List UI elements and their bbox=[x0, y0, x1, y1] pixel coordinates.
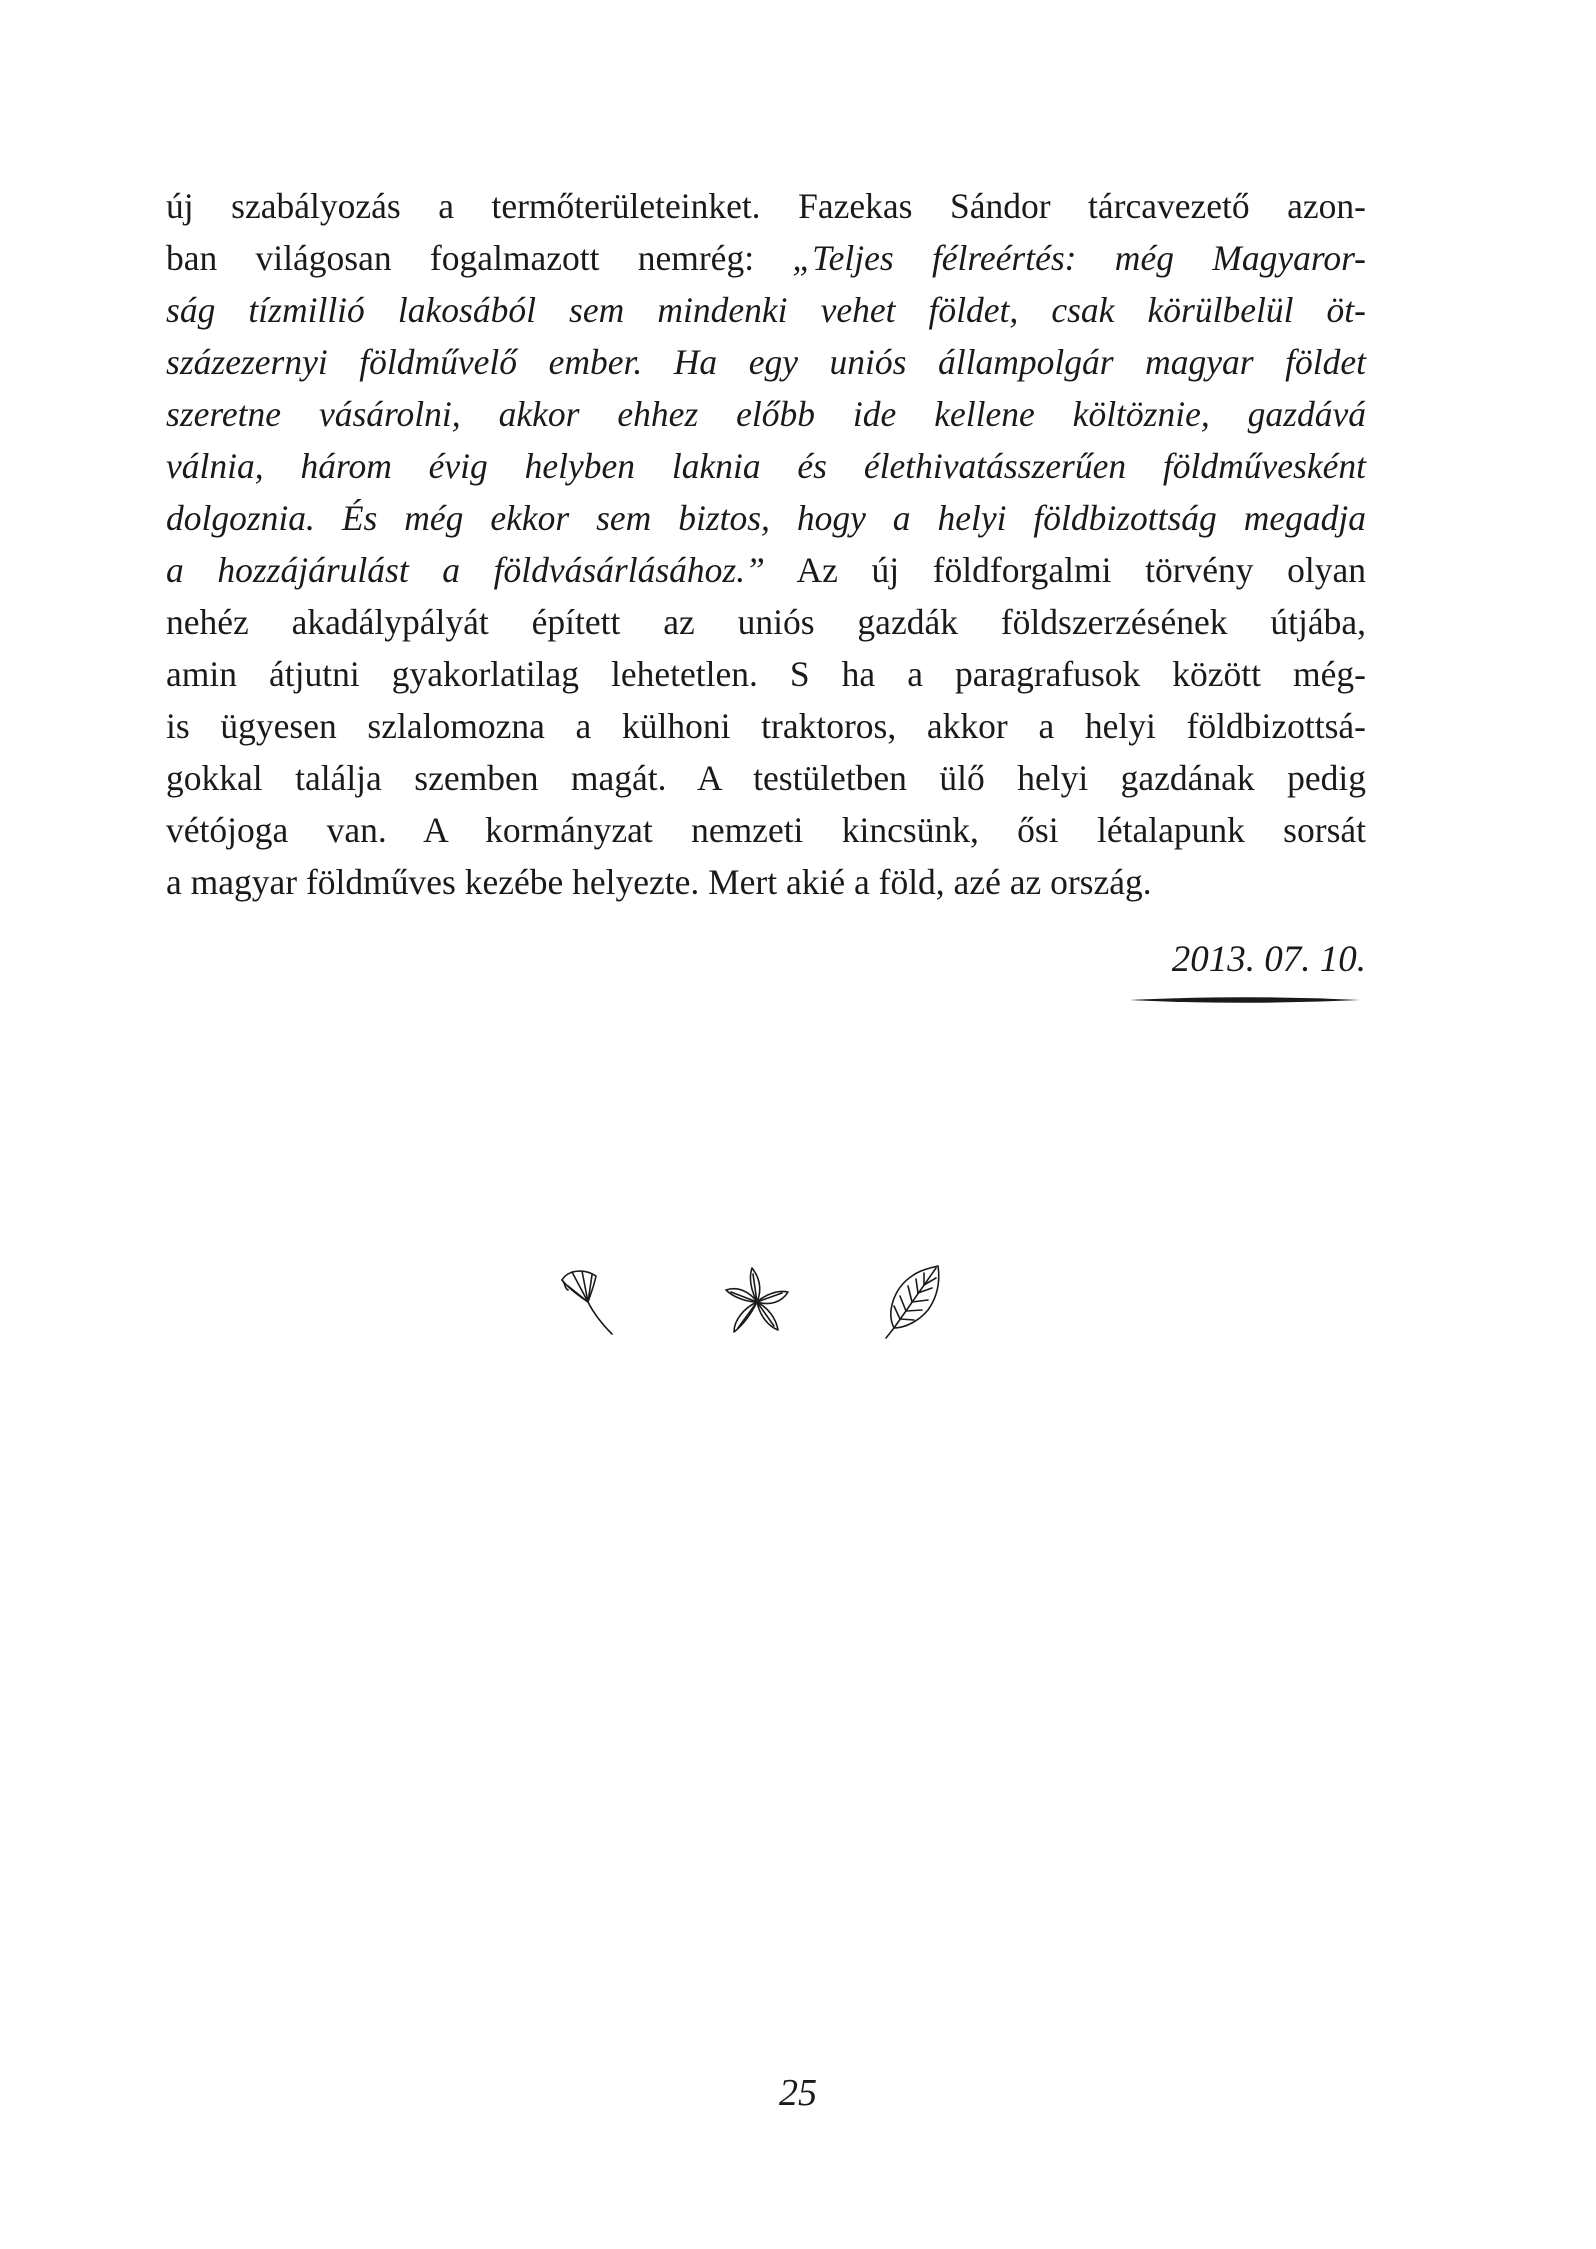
paragraph-line bbox=[166, 544, 1366, 596]
paragraph-line bbox=[166, 752, 1366, 804]
body-paragraph bbox=[166, 180, 1366, 908]
ginkgo-leaf-icon bbox=[554, 1262, 624, 1342]
star-flower-icon bbox=[722, 1262, 792, 1342]
body-text: gokkal találja szemben magát. A testületben ülő helyi gazdának pedig bbox=[166, 758, 1366, 798]
date-underline-rule bbox=[1130, 996, 1360, 1004]
paragraph-line bbox=[166, 180, 1366, 232]
paragraph-line bbox=[166, 856, 1366, 908]
body-text: nehéz akadálypályát épített az uniós gazdák földszerzésének útjába, bbox=[166, 602, 1366, 642]
paragraph-line bbox=[166, 284, 1366, 336]
body-text: ban világosan fogalmazott nemrég: bbox=[166, 238, 793, 278]
paragraph-line bbox=[166, 492, 1366, 544]
body-text: amin átjutni gyakorlatilag lehetetlen. S ha a paragrafusok között még- bbox=[166, 654, 1366, 694]
quoted-text: a hozzájárulást a földvásárlásához.” bbox=[166, 550, 765, 590]
quoted-text: szeretne vásárolni, akkor ehhez előbb ide kellene költöznie, gazdává bbox=[166, 394, 1366, 434]
article-date: 2013. 07. 10. bbox=[1171, 939, 1366, 980]
paragraph-line bbox=[166, 804, 1366, 856]
paragraph-line bbox=[166, 648, 1366, 700]
paragraph-line bbox=[166, 388, 1366, 440]
birch-leaf-icon bbox=[880, 1262, 950, 1342]
quoted-text: válnia, három évig helyben laknia és élethivatásszerűen földművesként bbox=[166, 446, 1366, 486]
quoted-text: ság tízmillió lakosából sem mindenki vehet földet, csak körülbelül öt- bbox=[166, 290, 1366, 330]
body-text: vétójoga van. A kormányzat nemzeti kincsünk, ősi létalapunk sorsát bbox=[166, 810, 1366, 850]
paragraph-line bbox=[166, 336, 1366, 388]
ornament-row bbox=[0, 1262, 1596, 1342]
paragraph-line bbox=[166, 596, 1366, 648]
paragraph-line bbox=[166, 440, 1366, 492]
paragraph-line bbox=[166, 232, 1366, 284]
quoted-text: százezernyi földművelő ember. Ha egy uniós állampolgár magyar földet bbox=[166, 342, 1366, 382]
body-text: Az új földforgalmi törvény olyan bbox=[764, 550, 1366, 590]
body-text: a magyar földműves kezébe helyezte. Mert akié a föld, azé az ország. bbox=[166, 862, 1152, 902]
page-number: 25 bbox=[779, 2072, 817, 2114]
quoted-text: dolgoznia. És még ekkor sem biztos, hogy a helyi földbizottság megadja bbox=[166, 498, 1366, 538]
paragraph-line bbox=[166, 700, 1366, 752]
quoted-text: „Teljes félreértés: még Magyaror- bbox=[792, 238, 1366, 278]
body-text: új szabályozás a termőterületeinket. Fazekas Sándor tárcavezető azon- bbox=[166, 186, 1366, 226]
body-text: is ügyesen szlalomozna a külhoni traktoros, akkor a helyi földbizottsá- bbox=[166, 706, 1366, 746]
